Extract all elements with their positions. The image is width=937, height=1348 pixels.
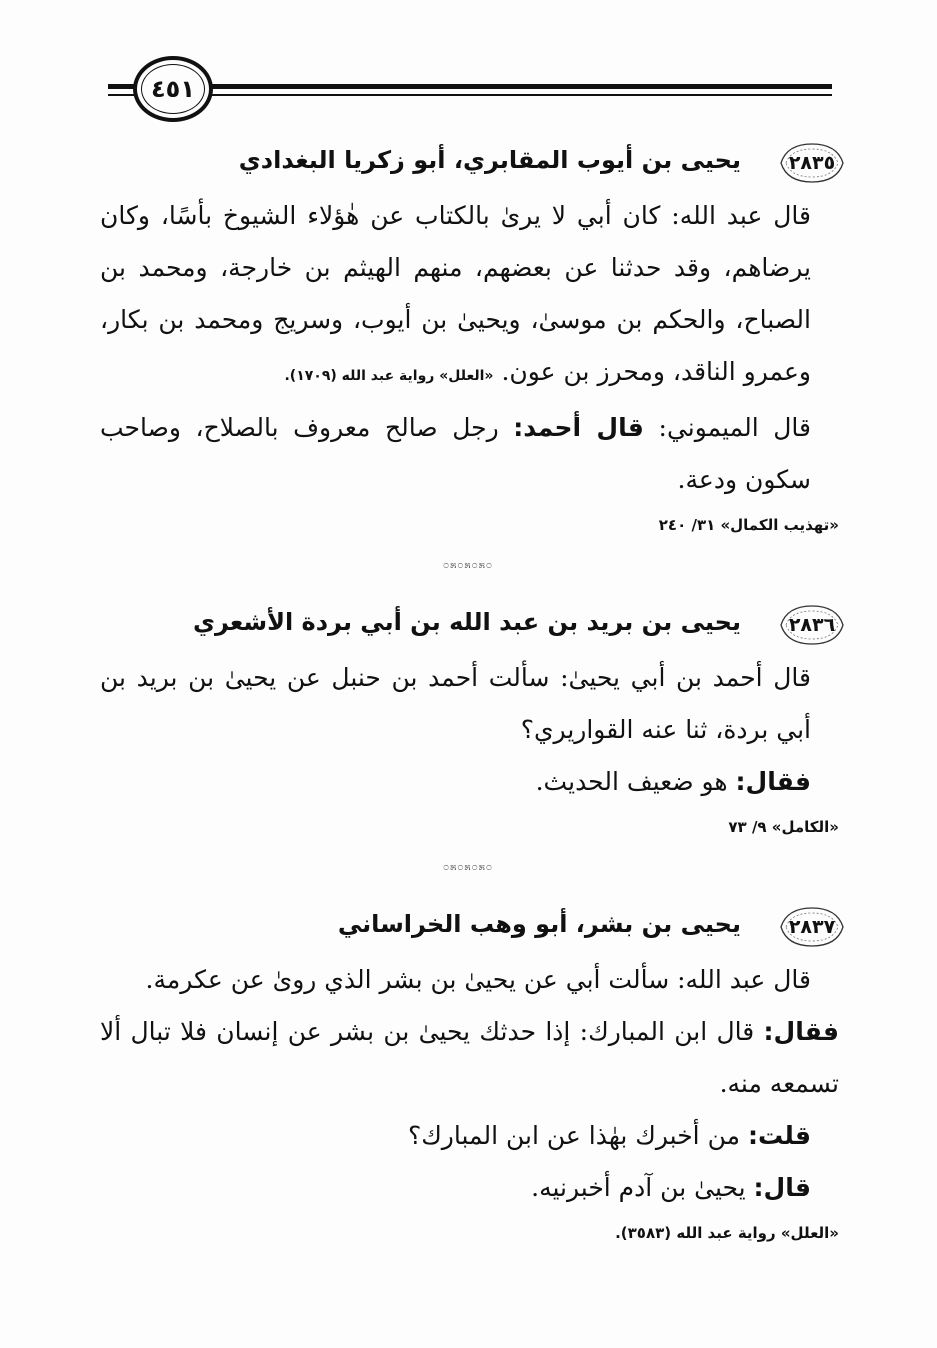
entry-number-badge xyxy=(777,602,847,648)
page-number-frame xyxy=(133,56,213,122)
bold-label: قلت: xyxy=(747,1121,811,1150)
entry-2835 xyxy=(100,140,839,534)
header-rule-thick xyxy=(108,84,832,89)
entry-paragraph xyxy=(100,1110,839,1162)
entry-2836 xyxy=(100,602,839,836)
entry-number: ٢٨٣٥ xyxy=(788,152,836,174)
entry-title: يحيى بن بريد بن عبد الله بن أبي بردة الأشعري xyxy=(193,608,741,636)
paragraph-text: يحيىٰ بن آدم أخبرنيه. xyxy=(531,1173,746,1202)
entry-paragraph xyxy=(100,402,839,506)
entry-paragraph xyxy=(100,954,839,1006)
paragraph-text: قال أحمد بن أبي يحيىٰ: سألت أحمد بن حنبل عن يحيىٰ بن بريد بن أبي بردة، ثنا عنه القواريري؟ xyxy=(100,663,811,744)
entry-2837 xyxy=(100,904,839,1242)
section-divider: ೦೫೦೫೦೫೦ xyxy=(442,558,494,571)
entry-paragraph xyxy=(100,756,839,808)
entry-number: ٢٨٣٦ xyxy=(788,614,836,636)
source-citation: «العلل» رواية عبد الله (٣٥٨٣). xyxy=(615,1224,839,1242)
paragraph-text: قال عبد الله: سألت أبي عن يحيىٰ بن بشر الذي روىٰ عن عكرمة. xyxy=(145,965,811,994)
bold-label: قال أحمد: xyxy=(513,413,644,442)
entry-paragraph xyxy=(100,652,839,756)
entry-paragraph xyxy=(100,1162,839,1214)
entry-title: يحيى بن أيوب المقابري، أبو زكريا البغدادي xyxy=(238,146,741,174)
entry-number-badge xyxy=(777,140,847,186)
paragraph-text: رجل صالح معروف بالصلاح، وصاحب سكون ودعة. xyxy=(100,413,811,494)
section-divider: ೦೫೦೫೦೫೦ xyxy=(442,860,494,873)
paragraph-text: من أخبرك بهٰذا عن ابن المبارك؟ xyxy=(407,1121,740,1150)
bold-label: فقال: xyxy=(763,1017,839,1046)
header-rule-thin xyxy=(108,94,832,96)
page-number: ٤٥١ xyxy=(151,75,195,103)
entry-paragraph xyxy=(100,1006,839,1110)
paragraph-text: قال ابن المبارك: إذا حدثك يحيىٰ بن بشر عن إنسان فلا تبال ألا تسمعه منه. xyxy=(100,1017,839,1098)
entry-header xyxy=(100,904,839,954)
entry-number: ٢٨٣٧ xyxy=(788,916,836,938)
paragraph-text: قال عبد الله: كان أبي لا يرىٰ بالكتاب عن هٰؤلاء الشيوخ بأسًا، وكان يرضاهم، وقد حدثنا عن بعضهم، منهم الهيثم بن خارجة، ومحمد بن الصباح، والحكم بن موسىٰ، ويحيىٰ بن أيوب، وسريج ومحمد بن بكار، وعمرو الناقد، ومحرز بن عون. xyxy=(100,201,811,386)
bold-label: قال: xyxy=(753,1173,811,1202)
entry-header xyxy=(100,140,839,190)
source-citation: «الكامل» ٩/ ٧٣ xyxy=(728,818,839,836)
entry-header xyxy=(100,602,839,652)
entry-title: يحيى بن بشر، أبو وهب الخراساني xyxy=(337,910,741,938)
source-citation: «تهذيب الكمال» ٣١/ ٢٤٠ xyxy=(658,516,839,534)
entry-paragraph xyxy=(100,190,839,402)
bold-label: فقال: xyxy=(735,767,811,796)
paragraph-text: هو ضعيف الحديث. xyxy=(535,767,728,796)
inline-citation: «العلل» رواية عبد الله (١٧٠٩). xyxy=(284,368,494,384)
entry-number-badge xyxy=(777,904,847,950)
paragraph-lead: قال الميموني: xyxy=(658,413,812,442)
